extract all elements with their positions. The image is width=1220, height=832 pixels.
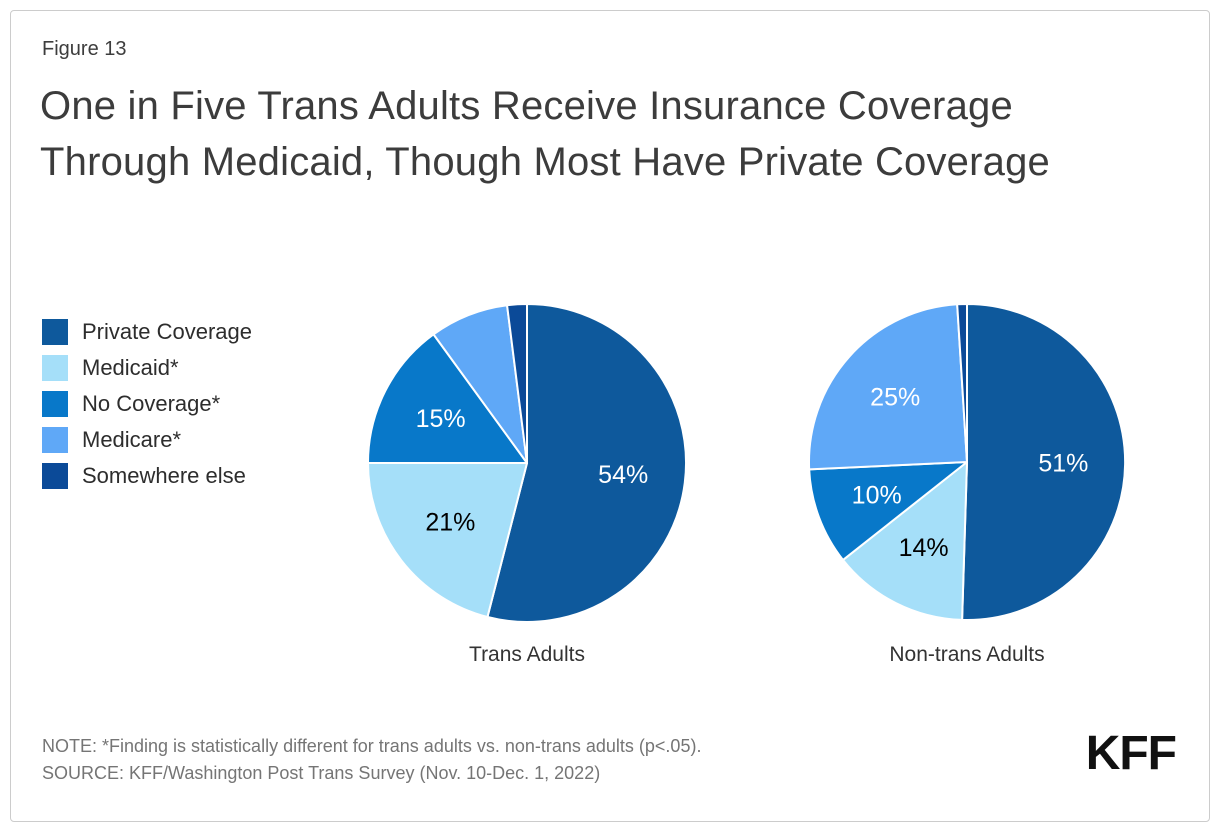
source-text: SOURCE: KFF/Washington Post Trans Survey (Nov. 10-Dec. 1, 2022): [42, 763, 601, 783]
legend-item: [42, 314, 252, 350]
legend-label: Somewhere else: [82, 463, 246, 488]
legend-item: [42, 422, 252, 458]
pie-caption: Non-trans Adults: [889, 643, 1045, 666]
pie-percent-label: 15%: [415, 405, 466, 433]
legend-item: [42, 458, 252, 494]
legend-swatch: [42, 427, 68, 453]
pie-percent-label: 25%: [870, 383, 921, 412]
legend-label: Private Coverage: [82, 319, 252, 344]
pie-percent-label: 54%: [598, 461, 649, 490]
legend-swatch: [42, 463, 68, 489]
pie-percent-label: 14%: [898, 534, 949, 563]
legend-swatch: [42, 391, 68, 417]
legend-swatch: [42, 355, 68, 381]
legend-label: Medicaid*: [82, 355, 179, 380]
pie-percent-label: 21%: [425, 508, 476, 537]
figure-number: Figure 13: [42, 38, 127, 60]
pie-percent-label: 10%: [851, 481, 902, 510]
pie-chart-non-trans-adults: [803, 298, 1131, 626]
legend-item: [42, 386, 252, 422]
chart-legend: [42, 314, 252, 494]
pie-caption: Trans Adults: [469, 643, 585, 666]
legend-label: No Coverage*: [82, 391, 221, 416]
pie-percent-label: 51%: [1038, 449, 1089, 478]
kff-logo: KFF: [1085, 727, 1176, 780]
legend-item: [42, 350, 252, 386]
chart-title: One in Five Trans Adults Receive Insurance Coverage Through Medicaid, Though Most Have Private Coverage: [40, 84, 1050, 184]
legend-label: Medicare*: [82, 427, 182, 452]
pie-chart-trans-adults: [362, 298, 692, 628]
legend-swatch: [42, 319, 68, 345]
note-source-block: [42, 733, 701, 787]
note-text: NOTE: *Finding is statistically different for trans adults vs. non-trans adults (p<.05).: [42, 736, 702, 756]
